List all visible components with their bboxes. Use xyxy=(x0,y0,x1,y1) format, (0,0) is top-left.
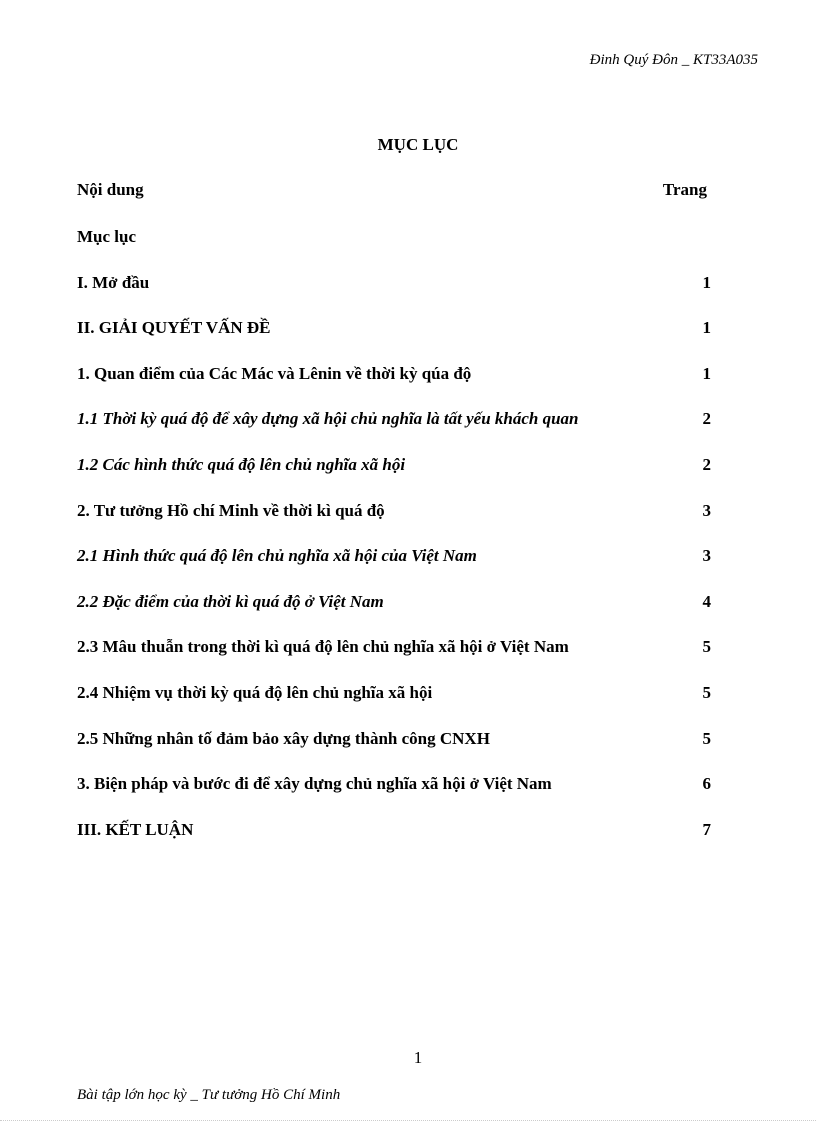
toc-entry-text: 2. Tư tưởng Hồ chí Minh về thời kì quá độ xyxy=(77,500,385,520)
toc-entry xyxy=(77,317,711,363)
toc-entry-page: 6 xyxy=(702,774,711,794)
toc-entry xyxy=(77,454,711,500)
toc-entry xyxy=(77,363,711,409)
toc-entry-text: 2.3 Mâu thuẫn trong thời kì quá độ lên chủ nghĩa xã hội ở Việt Nam xyxy=(77,637,569,657)
header-author: Đinh Quý Đôn _ KT33A035 xyxy=(589,52,758,68)
toc-entry-text: 2.2 Đặc điểm của thời kì quá độ ở Việt Nam xyxy=(77,591,384,611)
toc-entry-page: 1 xyxy=(702,272,711,292)
toc-entry-page: 1 xyxy=(702,318,711,338)
toc-entry-page: 2 xyxy=(702,409,711,429)
toc-entry xyxy=(77,682,711,728)
toc-entry-page: 3 xyxy=(702,500,711,520)
toc-entry xyxy=(77,591,711,637)
toc-entry-page: 2 xyxy=(702,454,711,474)
content-column-label: Nội dung xyxy=(77,180,144,199)
toc-entry-page: 3 xyxy=(702,546,711,566)
toc-entry-text: I. Mở đầu xyxy=(77,272,150,292)
toc-entry-page: 1 xyxy=(702,363,711,383)
toc-entry xyxy=(77,545,711,591)
table-of-contents xyxy=(77,226,711,864)
footer-course: Bài tập lớn học kỳ _ Tư tưởng Hồ Chí Minh xyxy=(77,1087,341,1103)
toc-entry-text: 1. Quan điểm của Các Mác và Lênin về thời kỳ qúa độ xyxy=(77,363,472,383)
toc-entry-text: II. GIẢI QUYẾT VẤN ĐỀ xyxy=(77,318,271,338)
toc-entry-text: III. KẾT LUẬN xyxy=(77,819,194,839)
toc-entry xyxy=(77,773,711,819)
toc-entry xyxy=(77,819,711,865)
page-title: MỤC LỤC xyxy=(377,135,459,154)
toc-entry xyxy=(77,408,711,454)
toc-entry-page: 7 xyxy=(702,819,711,839)
page-number: 1 xyxy=(413,1048,423,1067)
toc-entry-text: 2.1 Hình thức quá độ lên chủ nghĩa xã hội của Việt Nam xyxy=(77,546,477,566)
toc-entry xyxy=(77,728,711,774)
toc-entry-page: 5 xyxy=(702,728,711,748)
toc-entry xyxy=(77,636,711,682)
toc-entry-text: 3. Biện pháp và bước đi để xây dựng chủ nghĩa xã hội ở Việt Nam xyxy=(77,774,552,794)
toc-entry-page: 5 xyxy=(702,682,711,702)
toc-column-headers xyxy=(77,180,707,200)
toc-entry xyxy=(77,500,711,546)
toc-entry xyxy=(77,272,711,318)
toc-entry-text: 2.4 Nhiệm vụ thời kỳ quá độ lên chủ nghĩa xã hội xyxy=(77,682,433,702)
toc-entry-text: 1.2 Các hình thức quá độ lên chủ nghĩa xã hội xyxy=(77,454,406,474)
toc-entry-text: 2.5 Những nhân tố đảm bảo xây dựng thành công CNXH xyxy=(77,728,490,748)
toc-entry xyxy=(77,226,711,272)
footer-divider xyxy=(0,1120,816,1121)
page-column-label: Trang xyxy=(662,180,707,199)
toc-entry-text: Mục lục xyxy=(77,227,137,246)
toc-entry-page: 5 xyxy=(702,637,711,657)
toc-entry-page: 4 xyxy=(702,591,711,611)
toc-entry-text: 1.1 Thời kỳ quá độ để xây dựng xã hội chủ nghĩa là tất yếu khách quan xyxy=(77,409,579,429)
